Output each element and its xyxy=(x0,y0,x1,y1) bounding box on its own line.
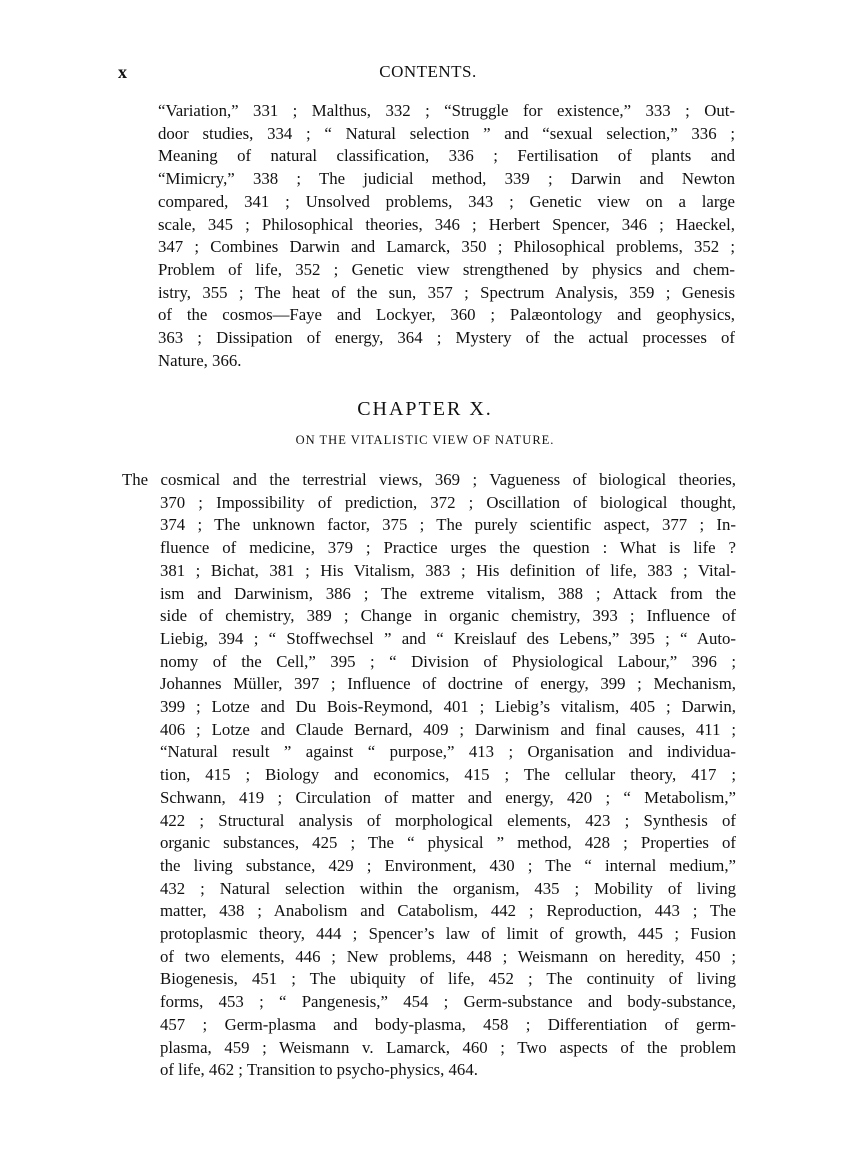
summary-line: Liebig, 394 ; “ Stoffwechsel ” and “ Kreislauf des Lebens,” 395 ; “ Auto- xyxy=(160,628,736,648)
chapter-heading: CHAPTER X. xyxy=(357,398,493,420)
summary-line: nomy of the Cell,” 395 ; “ Division of Physiological Labour,” 396 ; xyxy=(160,651,736,671)
summary-line: Meaning of natural classification, 336 ; Fertilisation of plants and xyxy=(158,146,735,166)
summary-line: compared, 341 ; Unsolved problems, 343 ; Genetic view on a large xyxy=(158,191,735,211)
summary-line: Nature, 366. xyxy=(158,350,242,370)
summary-line: Biogenesis, 451 ; The ubiquity of life, 452 ; The continuity of living xyxy=(160,969,736,989)
summary-line: 374 ; The unknown factor, 375 ; The purely scientific aspect, 377 ; In- xyxy=(160,515,736,535)
summary-line: Schwann, 419 ; Circulation of matter and energy, 420 ; “ Metabolism,” xyxy=(160,787,736,807)
previous-chapter-summary xyxy=(158,100,735,372)
summary-line: protoplasmic theory, 444 ; Spencer’s law of limit of growth, 445 ; Fusion xyxy=(160,924,736,944)
summary-line: 422 ; Structural analysis of morphological elements, 423 ; Synthesis of xyxy=(160,810,736,830)
summary-line: tion, 415 ; Biology and economics, 415 ; The cellular theory, 417 ; xyxy=(160,765,736,785)
summary-line: ism and Darwinism, 386 ; The extreme vitalism, 388 ; Attack from the xyxy=(160,583,736,603)
summary-line: “Variation,” 331 ; Malthus, 332 ; “Struggle for existence,” 333 ; Out- xyxy=(158,101,735,120)
summary-line: 406 ; Lotze and Claude Bernard, 409 ; Darwinism and final causes, 411 ; xyxy=(160,719,736,739)
summary-line: organic substances, 425 ; The “ physical ” method, 428 ; Properties of xyxy=(160,833,736,853)
summary-line: 363 ; Dissipation of energy, 364 ; Mystery of the actual processes of xyxy=(158,328,735,348)
summary-line: 399 ; Lotze and Du Bois-Reymond, 401 ; Liebig’s vitalism, 405 ; Darwin, xyxy=(160,697,736,717)
running-title: CONTENTS. xyxy=(379,62,477,81)
summary-line: istry, 355 ; The heat of the sun, 357 ; Spectrum Analysis, 359 ; Genesis xyxy=(158,282,735,302)
summary-line: 370 ; Impossibility of prediction, 372 ; Oscillation of biological thought, xyxy=(160,492,736,512)
summary-line: the living substance, 429 ; Environment, 430 ; The “ internal medium,” xyxy=(160,855,736,875)
chapter-subtitle: ON THE VITALISTIC VIEW OF NATURE. xyxy=(295,433,555,447)
summary-line: fluence of medicine, 379 ; Practice urges the question : What is life ? xyxy=(160,538,736,558)
summary-line: “Mimicry,” 338 ; The judicial method, 339 ; Darwin and Newton xyxy=(158,169,735,189)
summary-line: Johannes Müller, 397 ; Influence of doctrine of energy, 399 ; Mechanism, xyxy=(160,674,736,694)
summary-line: “Natural result ” against “ purpose,” 413 ; Organisation and individua- xyxy=(160,742,736,762)
summary-line: Problem of life, 352 ; Genetic view strengthened by physics and chem- xyxy=(158,259,735,279)
chapter-summary xyxy=(122,469,736,1082)
summary-line: of the cosmos—Faye and Lockyer, 360 ; Palæontology and geophysics, xyxy=(158,305,735,325)
summary-line: 381 ; Bichat, 381 ; His Vitalism, 383 ; His definition of life, 383 ; Vital- xyxy=(160,560,736,580)
summary-line: plasma, 459 ; Weismann v. Lamarck, 460 ; Two aspects of the problem xyxy=(160,1037,736,1057)
page-number: x xyxy=(118,62,128,82)
summary-line: side of chemistry, 389 ; Change in organic chemistry, 393 ; Influence of xyxy=(160,606,736,626)
running-head xyxy=(118,62,738,86)
summary-line: forms, 453 ; “ Pangenesis,” 454 ; Germ-substance and body-substance, xyxy=(160,992,736,1012)
summary-line: The cosmical and the terrestrial views, 369 ; Vagueness of biological theories, xyxy=(122,470,736,489)
summary-line: 432 ; Natural selection within the organism, 435 ; Mobility of living xyxy=(160,878,736,898)
summary-line: 347 ; Combines Darwin and Lamarck, 350 ; Philosophical problems, 352 ; xyxy=(158,237,735,257)
summary-line: of two elements, 446 ; New problems, 448 ; Weismann on heredity, 450 ; xyxy=(160,946,736,966)
summary-line: of life, 462 ; Transition to psycho-physics, 464. xyxy=(160,1060,478,1080)
summary-line: matter, 438 ; Anabolism and Catabolism, 442 ; Reproduction, 443 ; The xyxy=(160,901,736,921)
summary-line: 457 ; Germ-plasma and body-plasma, 458 ; Differentiation of germ- xyxy=(160,1014,736,1034)
summary-line: scale, 345 ; Philosophical theories, 346 ; Herbert Spencer, 346 ; Haeckel, xyxy=(158,214,735,234)
summary-line: door studies, 334 ; “ Natural selection ” and “sexual selection,” 336 ; xyxy=(158,123,735,143)
